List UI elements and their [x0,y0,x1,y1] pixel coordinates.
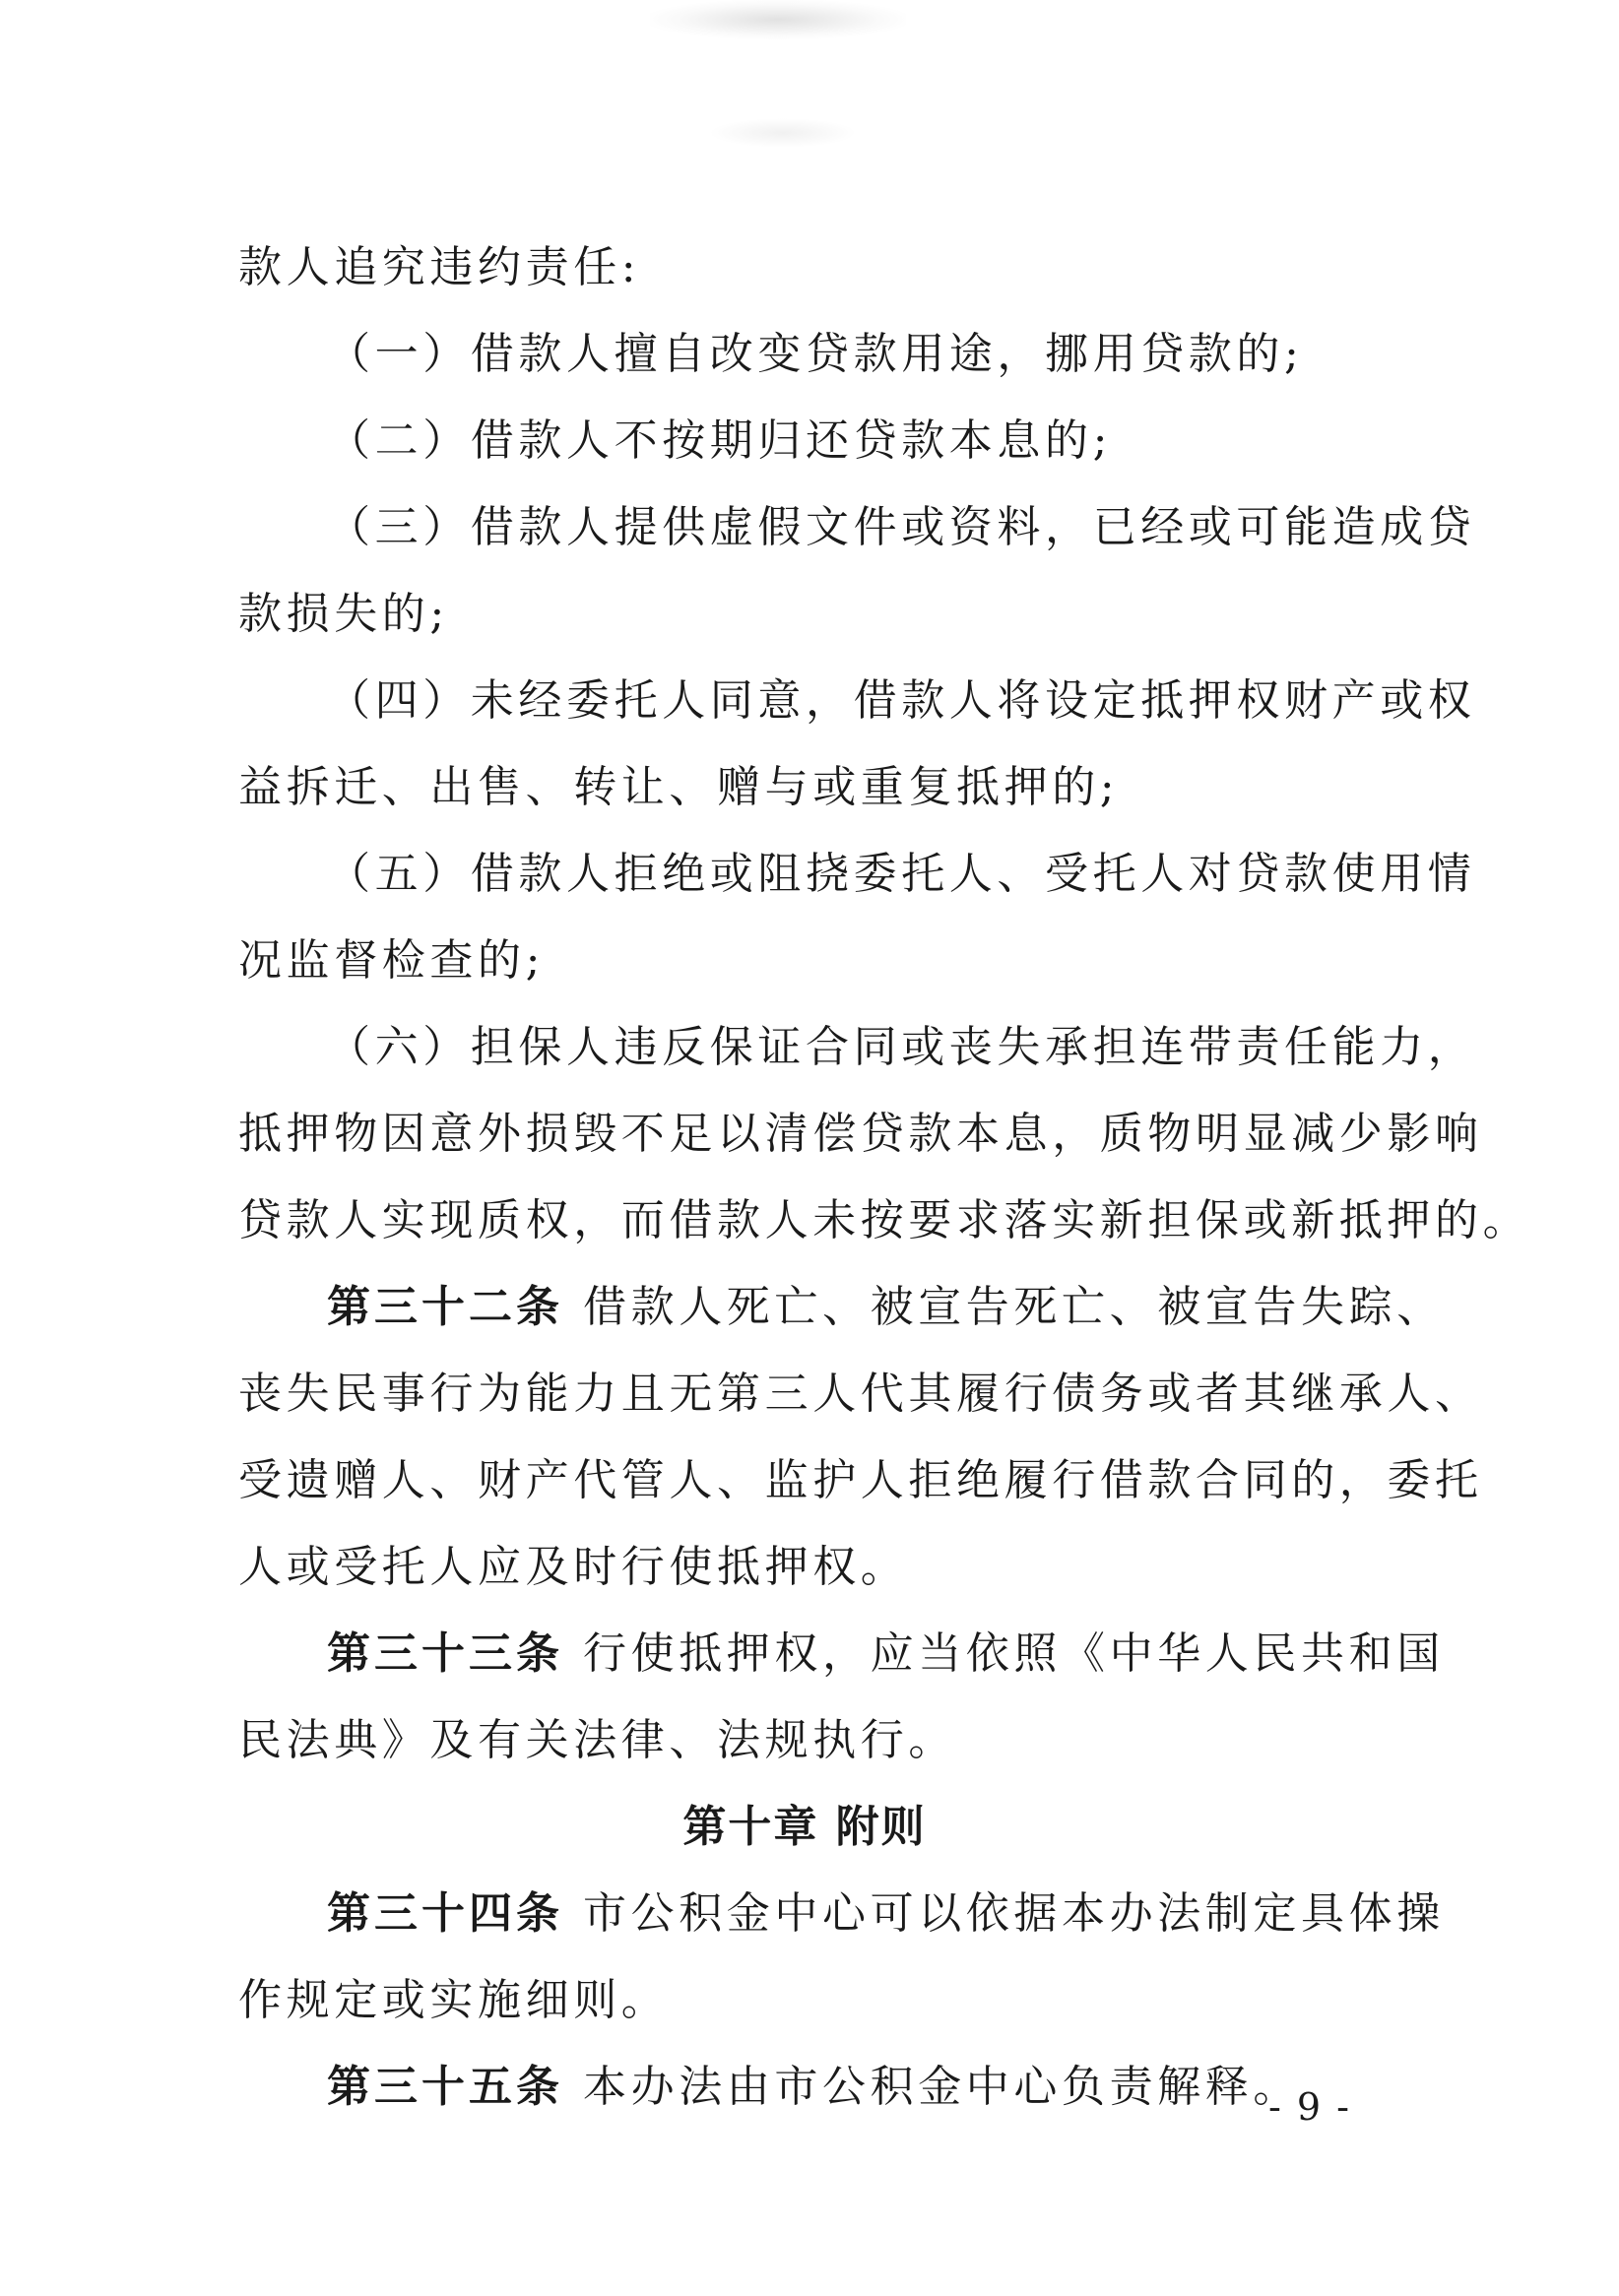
article-number: 第三十二条 [327,1282,563,1332]
line-text: （五）借款人拒绝或阻挠委托人、受托人对贷款使用情 [327,849,1476,899]
text-line [238,484,1476,571]
text-line [238,571,1391,658]
article-number: 第三十四条 [327,1888,563,1939]
text-line [238,744,1391,831]
article-line [238,2044,1391,2131]
text-line [238,224,1391,311]
line-text: 行使抵押权，应当依照《中华人民共和国 [583,1628,1445,1679]
line-text: （二）借款人不按期归还贷款本息的; [327,415,1113,466]
line-text: 款损失的; [238,589,449,639]
page-number: - 9 - [1267,2085,1351,2129]
text-line [238,831,1476,918]
line-text: （一）借款人擅自改变贷款用途，挪用贷款的; [327,329,1304,379]
text-line [238,311,1391,398]
article-line [238,1264,1445,1351]
text-line [238,1437,1483,1524]
line-text: 贷款人实现质权，而借款人未按要求落实新担保或新抵押的。 [238,1195,1531,1245]
scan-artifact [709,118,857,148]
article-number: 第三十三条 [327,1628,563,1679]
line-text: 作规定或实施细则。 [238,1975,670,2025]
text-line [238,1524,1391,1611]
line-text: 丧失民事行为能力且无第三人代其履行债务或者其继承人、 [238,1369,1483,1419]
line-text: 市公积金中心可以依据本办法制定具体操 [583,1888,1445,1939]
scan-artifact [650,0,906,39]
article-number: 第三十五条 [327,2062,563,2112]
line-text: 况监督检查的; [238,935,546,986]
line-text: （六）担保人违反保证合同或丧失承担连带责任能力， [327,1022,1476,1072]
text-line [238,658,1476,744]
text-line [238,1697,1391,1784]
line-text: （三）借款人提供虚假文件或资料，已经或可能造成贷 [327,502,1476,552]
text-line [238,1957,1391,2044]
line-text: 本办法由市公积金中心负责解释。 [583,2062,1301,2112]
line-text: 借款人死亡、被宣告死亡、被宣告失踪、 [583,1282,1445,1332]
text-line [238,1004,1476,1091]
text-line [238,1091,1483,1178]
line-text: 款人追究违约责任: [238,242,641,292]
line-text: 人或受托人应及时行使抵押权。 [238,1542,909,1592]
line-text: 受遗赠人、财产代管人、监护人拒绝履行借款合同的，委托 [238,1455,1483,1505]
line-text: （四）未经委托人同意，借款人将设定抵押权财产或权 [327,675,1476,726]
article-line [238,1871,1445,1957]
text-line [238,918,1391,1004]
document-body [238,224,1531,2131]
article-line [238,1611,1445,1697]
line-text: 抵押物因意外损毁不足以清偿贷款本息，质物明显减少影响 [238,1109,1483,1159]
text-line [238,1351,1483,1437]
text-line [238,1178,1531,1264]
line-text: 民法典》及有关法律、法规执行。 [238,1715,956,1765]
chapter-heading: 第十章 附则 [682,1802,927,1852]
text-line [238,398,1391,484]
line-text: 益拆迁、出售、转让、赠与或重复抵押的; [238,762,1120,812]
